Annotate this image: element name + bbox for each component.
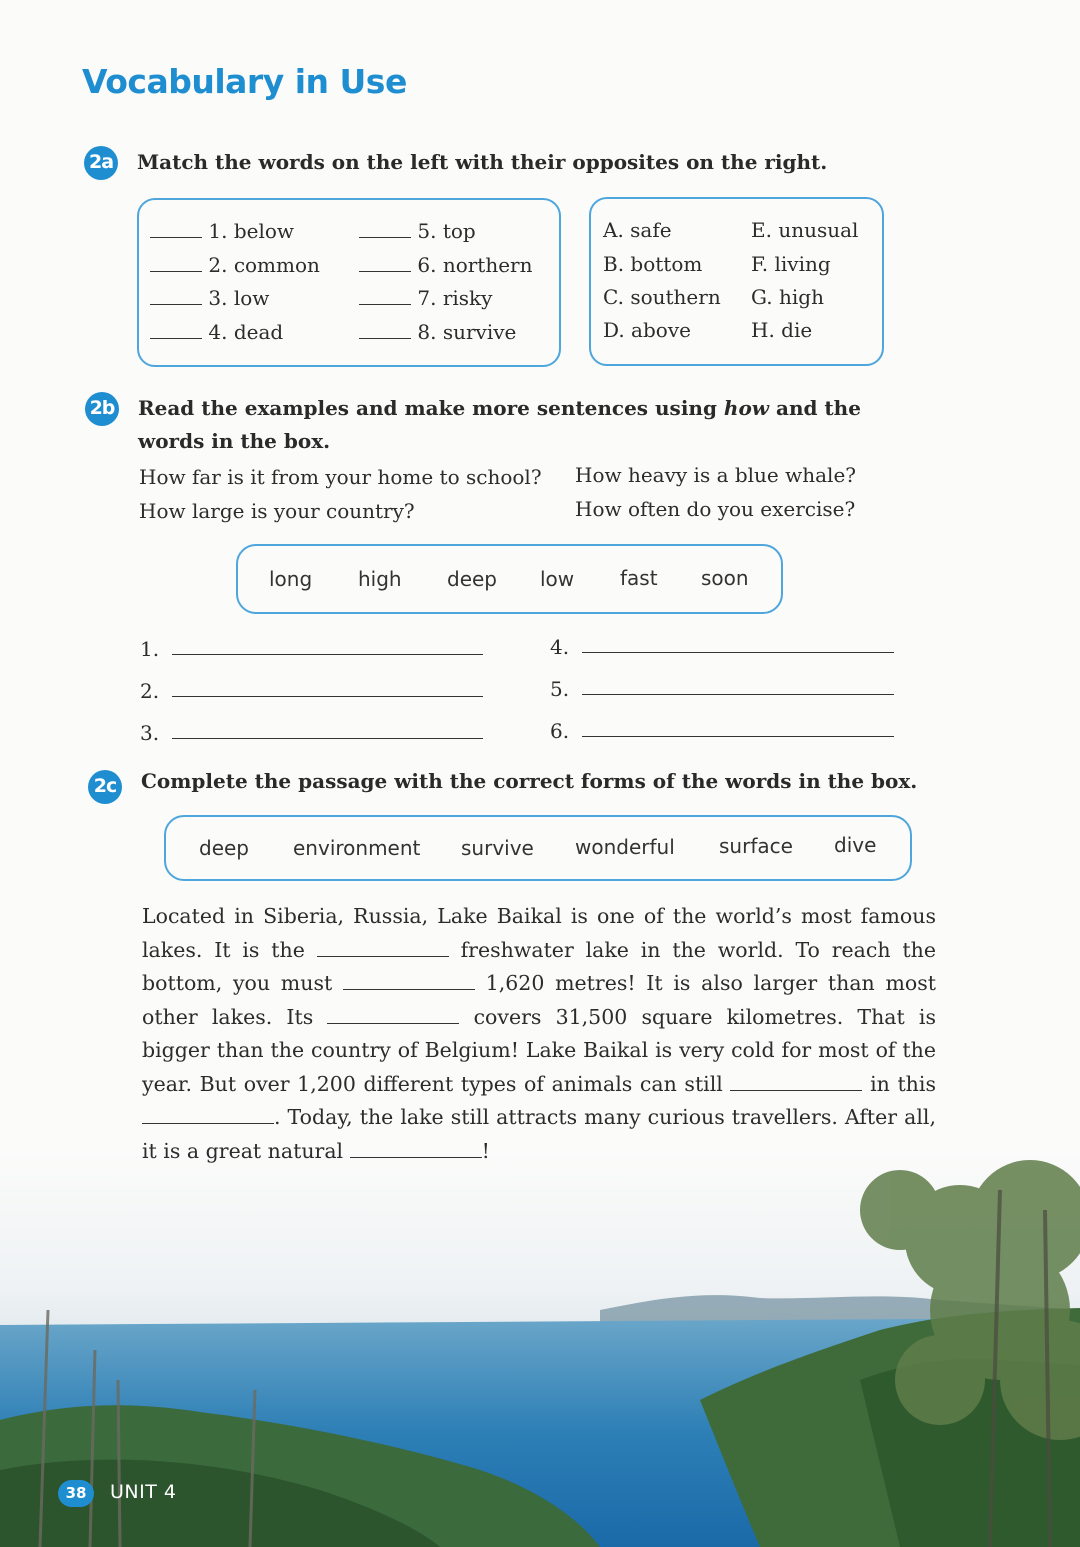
match-item-6: 6. northern: [359, 253, 533, 277]
answer-blank[interactable]: [150, 320, 202, 339]
match-item-3: 3. low: [150, 286, 269, 310]
answer-line-number: 1.: [140, 637, 160, 661]
section-2c-badge: 2c: [88, 770, 122, 804]
unit-label: UNIT 4: [110, 1481, 177, 1503]
box-word: deep: [447, 567, 497, 591]
option-h: H. die: [751, 318, 813, 342]
option-g: G. high: [751, 285, 824, 309]
answer-blank[interactable]: [150, 219, 202, 238]
match-item-5: 5. top: [359, 219, 476, 243]
answer-blank[interactable]: [317, 936, 449, 957]
answer-line-number: 5.: [550, 677, 570, 701]
section-2c-instruction: Complete the passage with the correct forms of the words in the box.: [141, 769, 918, 793]
section-2a-instruction: Match the words on the left with their opposites on the right.: [137, 150, 828, 174]
section-2a-badge: 2a: [84, 146, 118, 180]
box-word: deep: [199, 836, 249, 860]
passage: Located in Siberia, Russia, Lake Baikal is one of the world’s most famous lakes. It is the freshwater lake in the world. To reach the bottom, you must 1,620 metres! It is also larger than most other lakes. Its covers 31,500 square kilometres. That is bigger than the country of Belgium! Lake Baikal is very cold for most of the year. But over 1,200 different types of animals can still in this . Today, the lake still attracts many curious travellers. After all, it is a great natural !: [142, 904, 936, 1163]
box-word: high: [358, 567, 402, 591]
match-item-8: 8. survive: [359, 320, 516, 344]
match-item-7: 7. risky: [359, 286, 492, 310]
option-a: A. safe: [603, 218, 672, 242]
option-e: E. unusual: [751, 218, 859, 242]
option-b: B. bottom: [603, 252, 703, 276]
answer-blank[interactable]: [730, 1070, 862, 1091]
answer-blank[interactable]: [359, 253, 411, 272]
example-sentence: How often do you exercise?: [575, 497, 856, 521]
box-word: long: [269, 567, 313, 591]
box-word: soon: [701, 566, 749, 590]
answer-line[interactable]: [582, 652, 894, 653]
answer-line-number: 4.: [550, 635, 570, 659]
box-word: surface: [719, 834, 793, 858]
answer-line[interactable]: [172, 654, 483, 655]
page-title: Vocabulary in Use: [82, 62, 407, 101]
option-d: D. above: [603, 318, 691, 342]
example-sentence: How large is your country?: [139, 499, 415, 523]
box-word: environment: [293, 836, 421, 860]
answer-line-number: 6.: [550, 719, 570, 743]
answer-blank[interactable]: [142, 1103, 274, 1124]
answer-blank[interactable]: [150, 286, 202, 305]
answer-line-number: 3.: [140, 721, 160, 745]
answer-line[interactable]: [172, 696, 483, 697]
match-item-2: 2. common: [150, 253, 320, 277]
example-sentence: How heavy is a blue whale?: [575, 463, 857, 487]
box-word: survive: [461, 836, 534, 860]
answer-blank[interactable]: [359, 320, 411, 339]
answer-blank[interactable]: [359, 219, 411, 238]
answer-blank[interactable]: [359, 286, 411, 305]
box-word: wonderful: [575, 835, 675, 859]
answer-line[interactable]: [172, 738, 483, 739]
answer-blank[interactable]: [327, 1003, 459, 1024]
option-c: C. southern: [603, 285, 721, 309]
answer-line[interactable]: [582, 694, 894, 695]
option-f: F. living: [751, 252, 831, 276]
answer-blank[interactable]: [150, 253, 202, 272]
box-word: dive: [834, 833, 877, 857]
page-number: 38: [58, 1480, 94, 1507]
box-word: fast: [620, 566, 658, 590]
match-item-1: 1. below: [150, 219, 294, 243]
example-sentence: How far is it from your home to school?: [139, 465, 542, 489]
answer-line[interactable]: [582, 736, 894, 737]
box-word: low: [540, 567, 575, 591]
section-2b-badge: 2b: [85, 392, 119, 426]
section-2b-instruction: Read the examples and make more sentences using how and the words in the box.: [138, 396, 861, 453]
word-box-2c: [164, 815, 912, 881]
answer-blank[interactable]: [350, 1137, 482, 1158]
answer-blank[interactable]: [343, 969, 475, 990]
answer-line-number: 2.: [140, 679, 160, 703]
match-item-4: 4. dead: [150, 320, 283, 344]
